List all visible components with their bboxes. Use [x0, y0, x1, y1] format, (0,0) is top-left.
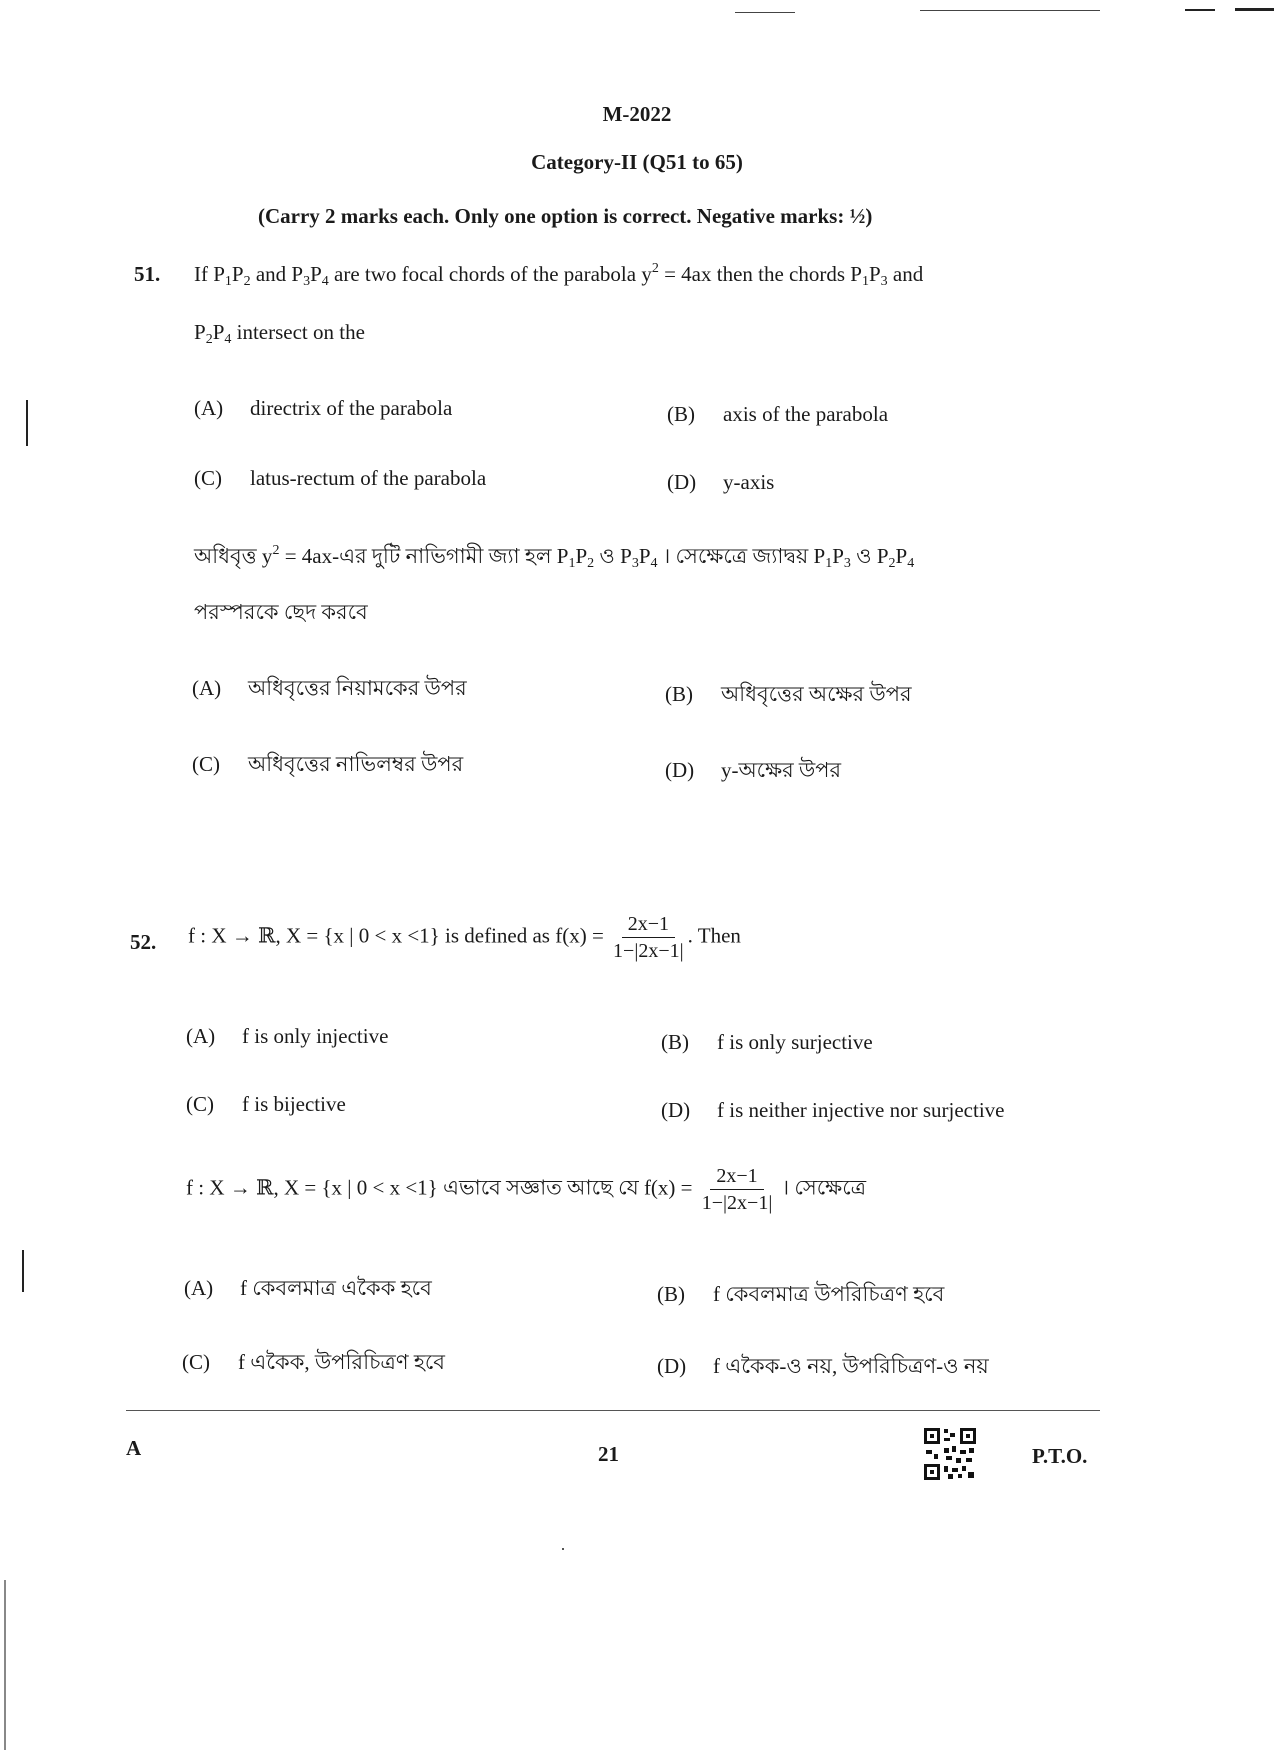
- q52-option-a: (A) f is only injective: [186, 1024, 389, 1048]
- marking-instructions: (Carry 2 marks each. Only one option is correct. Negative marks: ½): [258, 204, 873, 228]
- q51-option-d: (D) y-axis: [667, 470, 775, 494]
- scan-mark-left-3: [4, 1580, 6, 1750]
- qr-code-icon: [922, 1426, 978, 1482]
- scan-mark-top-2: [920, 10, 1100, 11]
- q51-option-a: (A) directrix of the parabola: [194, 396, 453, 420]
- q51-bengali-option-c: (C) অধিবৃত্তের নাভিলম্বর উপর: [192, 752, 464, 776]
- q52-bengali-option-b: (B) f কেবলমাত্র উপরিচিত্রণ হবে: [657, 1282, 945, 1306]
- q51-option-c: (C) latus-rectum of the parabola: [194, 466, 487, 490]
- page-number: 21: [598, 1442, 619, 1466]
- q52-fraction: $\frac{2x-1}{1-|2x-1|}$: [613, 913, 684, 962]
- q51-bengali-stem-line1: অধিবৃত্ত $y^2$ = 4ax-এর দুটি নাভিগামী জ্যা হল $P_1P_2$ ও $P_3P_4$ । সেক্ষেত্রে জ্যাদ্বয় $P_1P_3$ ও $P_2P_4$: [194, 543, 915, 571]
- q52-bengali-option-a: (A) f কেবলমাত্র একৈক হবে: [184, 1276, 432, 1300]
- q51-option-b: (B) axis of the parabola: [667, 402, 889, 426]
- q52-bengali-option-d: (D) f একৈক-ও নয়, উপরিচিত্রণ-ও নয়: [657, 1354, 989, 1378]
- scan-mark-top-3: [1185, 9, 1215, 11]
- q52-stem: f : X → ℝ, X = {x | 0 < x <1} is defined as f(x) = $\frac{2x-1}{1-|2x-1|}$ . Then: [188, 913, 741, 962]
- q52-option-c: (C) f is bijective: [186, 1092, 346, 1116]
- q52-option-b: (B) f is only surjective: [661, 1030, 873, 1054]
- q51-bengali-option-a: (A) অধিবৃত্তের নিয়ামকের উপর: [192, 676, 467, 700]
- q52-bengali-option-c: (C) f একৈক, উপরিচিত্রণ হবে: [182, 1350, 445, 1374]
- category-title: Category-II (Q51 to 65): [531, 150, 743, 174]
- scan-mark-top-4: [1235, 8, 1274, 11]
- q51-stem-line2: $P_2P_4$ intersect on the: [194, 320, 365, 347]
- q52-bengali-stem: f : X → ℝ, X = {x | 0 < x <1} এভাবে সজ্ঞাত আছে যে f(x) = $\frac{2x-1}{1-|2x-1|}$ । সেক্ষেত্রে: [186, 1165, 867, 1214]
- q51-bengali-option-b: (B) অধিবৃত্তের অক্ষের উপর: [665, 682, 912, 706]
- question-set-label: A: [126, 1436, 142, 1460]
- scan-mark-left-2: [22, 1250, 24, 1292]
- pto-label: P.T.O.: [1032, 1444, 1088, 1468]
- scan-mark-left-1: [26, 400, 28, 446]
- q52-number: 52.: [130, 930, 157, 954]
- q51-bengali-option-d: (D) y-অক্ষের উপর: [665, 758, 842, 782]
- scan-mark-top-1: [735, 12, 795, 13]
- q52-bengali-fraction: $\frac{2x-1}{1-|2x-1|}$: [701, 1165, 773, 1214]
- q52-option-d: (D) f is neither injective nor surjective: [661, 1098, 1005, 1122]
- q51-stem-line1: If $P_1P_2$ and $P_3P_4$ are two focal chords of the parabola $y^2 = 4ax$ then the chords $P_1P_3$ and: [194, 261, 924, 289]
- scan-dot: [562, 1548, 564, 1550]
- footer-divider: [126, 1410, 1100, 1411]
- q51-bengali-stem-line2: পরস্পরকে ছেদ করবে: [194, 600, 368, 624]
- q51-number: 51.: [134, 262, 161, 286]
- paper-code: M-2022: [602, 102, 672, 126]
